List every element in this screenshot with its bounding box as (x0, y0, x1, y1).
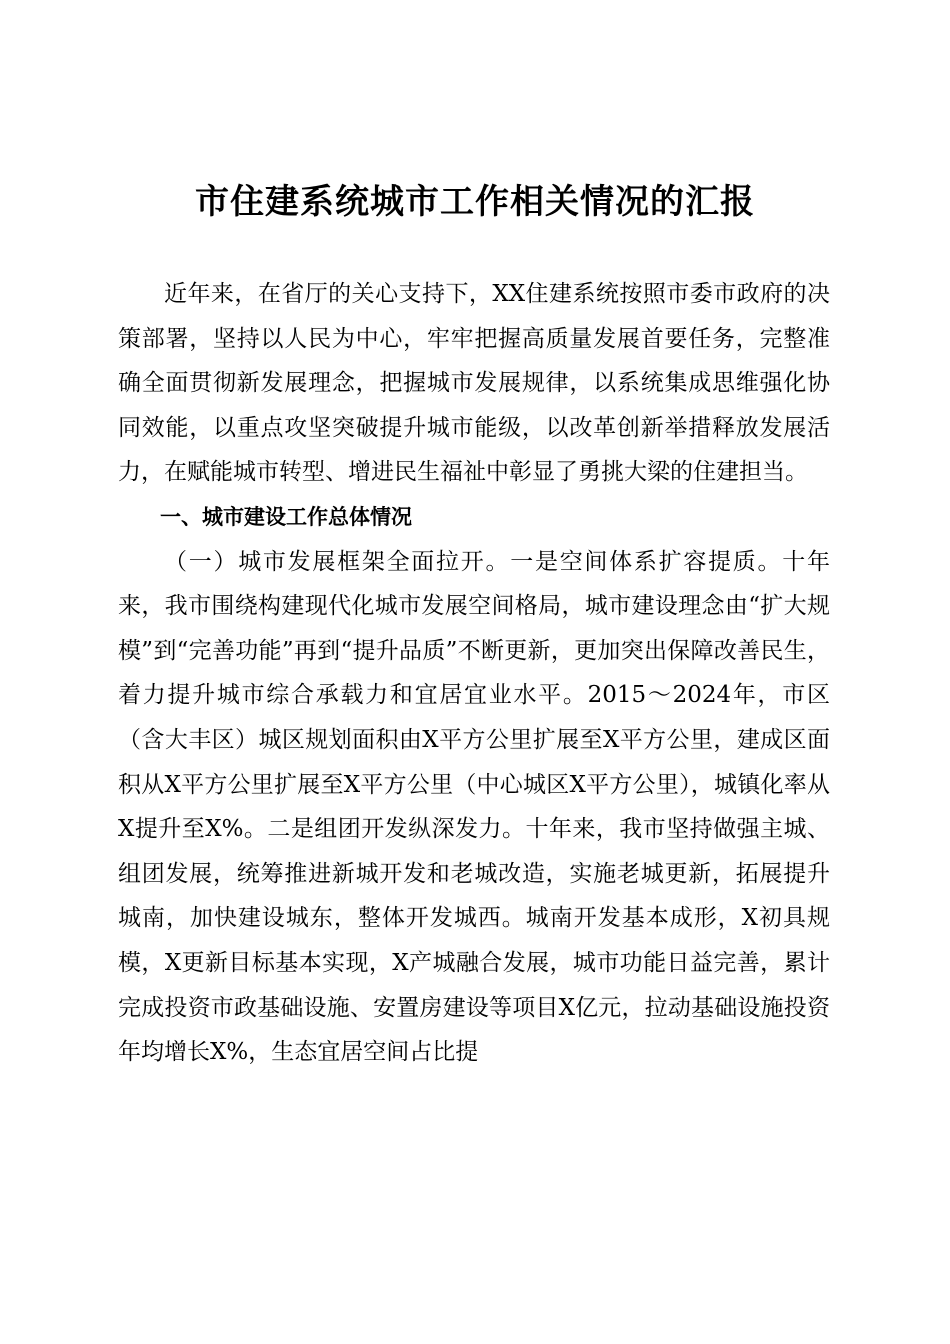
intro-paragraph: 近年来，在省厅的关心支持下，XX住建系统按照市委市政府的决策部署，坚持以人民为中心，牢牢把握高质量发展首要任务，完整准确全面贯彻新发展理念，把握城市发展规律，以系统集成思维强化协同效能，以重点攻坚突破提升城市能级，以改革创新举措释放发展活力，在赋能城市转型、增进民生福祉中彰显了勇挑大梁的住建担当。 (118, 281, 830, 486)
document-body (118, 272, 830, 1075)
section-paragraph: （一）城市发展框架全面拉开。一是空间体系扩容提质。十年来，我市围绕构建现代化城市发展空间格局，城市建设理念由“扩大规模”到“完善功能”再到“提升品质”不断更新，更加突出保障改善民生，着力提升城市综合承载力和宜居宜业水平。2015～2024年，市区（含大丰区）城区规划面积由X平方公里扩展至X平方公里，建成区面积从X平方公里扩展至X平方公里（中心城区X平方公里），城镇化率从X提升至X%。二是组团开发纵深发力。十年来，我市坚持做强主城、组团发展，统筹推进新城开发和老城改造，实施老城更新，拓展提升城南，加快建设城东，整体开发城西。城南开发基本成形，X初具规模，X更新目标基本实现，X产城融合发展，城市功能日益完善，累计完成投资市政基础设施、安置房建设等项目X亿元，拉动基础设施投资年均增长X%，生态宜居空间占比提 (118, 548, 830, 1066)
section-heading: 一、城市建设工作总体情况 (160, 504, 412, 529)
document-title: 市住建系统城市工作相关情况的汇报 (195, 182, 755, 222)
